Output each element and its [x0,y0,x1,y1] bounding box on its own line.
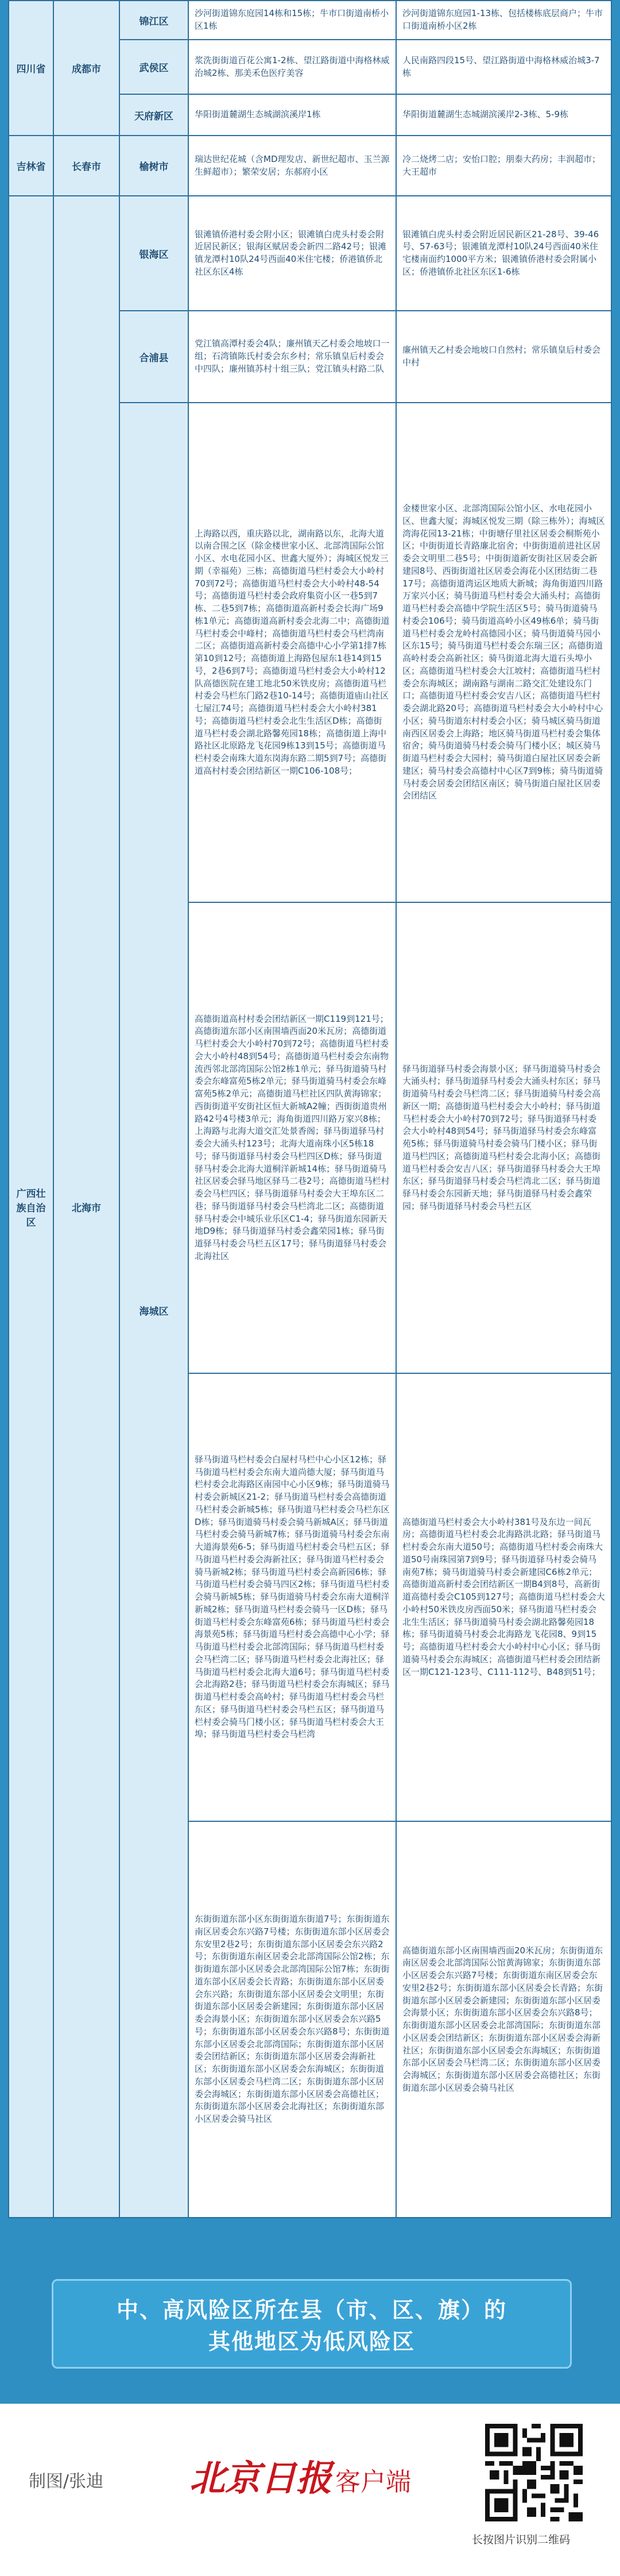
banner-line-2: 其他地区为低风险区 [208,2329,415,2354]
qr-caption: 长按图片识别二维码 [472,2533,571,2546]
district-yushu: 榆树市 [119,136,188,196]
banner-line-1: 中、高风险区所在县（市、区、旗）的 [116,2297,507,2323]
mid-risk-cell: 金楼世家小区、北部湾国际公馆小区、水电花园小区、世鑫大厦；海城区悦发三期（除三栋外）；海城区湾海花园13-21栋；中街塘仔里社区居委会桐斯苑小区；中街街道长青路廉北宿舍；中街街道前进社区居委会文明里二巷5号；中街街道新安街社区居委会新建园8号、西街街道社区居委会海花小区团结街二巷17号；高德街道湾运区地质大新城；海角街道四川路万家兴小区；骑马街道马栏村委会大涌头村；高德街道马栏村委会高德中学院生活区5号；骑马街道骑马村委会106号；骑马街道高岭小区49栋6单；骑马街道马栏村委会龙岭村高德园小区；骑马街道骑马园小区东15号；骑马街道马栏村委会东瑞三区；高德街道高岭村委会高新社区；骑马街道北海大道石头埠小区；高德街道马栏村委会大江坡村；高德街道马栏村委会东海城区；湖南路与湖南二路交汇处建设东门口；高德街道马栏村委会安吉八区；高德街道马栏村委会湖北路20号；高德街道马栏村委会大小岭村中心小区；骑马街道东村村委会小区；骑马城区骑马街道南西区居委会上海路；地区骑马街道马栏村委会集体宿舍；骑马街道骑马村委会骑马门楼小区；城区骑马街道马栏村委会大园村；骑马街道白屋社区居委会新建区；骑马村委会高德村中心区7到9栋；骑马街道骑马村委会居委会团结区南区；骑马街道白屋社区居委会团结区 [396,403,611,902]
designer-credit: 制图/张迪 [29,2471,104,2492]
qr-code-icon[interactable] [485,2424,583,2521]
district-haicheng: 海城区 [119,403,188,2218]
district-yinhai: 银海区 [119,196,188,311]
footer [0,2404,620,2576]
mid-risk-cell: 驿马街道驿马村委会海景小区；驿马街道骑马村委会大涌头村；驿马街道驿马村委会大涌头村东区；驿马街道骑马村委会马栏湾二区；驿马街道骑马村委会高新区一期；高德街道马栏村委会大小岭村；驿马街道马栏村委会大小岭村70到72号；驿马街道驿马村委会大小岭村48到54号；驿马街道驿马村委会东峰富苑5栋；驿马街道骑马村委会骑马门楼小区；驿马街道马栏四区；高德街道马栏村委会北海小区；高德街道马栏村委会安吉八区；驿马街道驿马村委会大王埠东区；驿马街道驿马村委会马栏湾北二区；驿马街道驿马村委会东园新天地；驿马街道驿马村委会鑫荣园；驿马街道驿马村委会马栏五区 [396,902,611,1373]
high-risk-cell: 浆洗街街道百花公寓1-2栋、望江路街道中海格林威治城2栋、那美禾色医疗美容 [188,40,396,94]
high-risk-cell: 高德街道高村村委会团结新区一期C119到121号；高德街道东部小区南围墙西面20米瓦房；高德街道马栏村委会大小岭村70到72号；高德街道马栏村委会大小岭村48到54号；高德街道马栏村委会东南物流西邻北部湾国际公馆2栋1单元；驿马街道骑马村委会东峰富苑5栋2单元；驿马街道骑马村委会东峰富苑5栋2单元；高德街道马栏社区四队黄海锦家；西街街道平安街社区恒大新城A2幢；西街街道贵州路42号4号楼3单元；海角街道四川路万家兴8栋；上海路与北海大道交汇处景香阁；驿马街道驿马村委会大涌头村123号；北海大道南珠小区5栋18号；驿马街道驿马村委会马栏四区D栋；驿马街道驿马村委会北海大道桐洋新城14栋；驿马街道骑马社区居委会驿马地区驿马二巷2号；高德街道马栏村委会马栏四区；驿马街道驿马村委会大王埠东区二巷；驿马街道驿马村委会马栏湾北二区；高德街道驿马村委会中城乐业乐区C1-4；驿马街道东园新天地D9栋；驿马街道驿马村委会鑫荣园1栋；驿马街道驿马村委会马栏五区17号；驿马街道驿马村委会北海社区 [188,902,396,1373]
mid-risk-cell: 高德街道马栏村委会大小岭村381号及东边一间瓦房；高德街道马栏村委会北海路洪北路；驿马街道马栏村委会东南大道50号；高德街道马栏村委会南珠大道50号南珠园第7到9号；驿马街道驿马村委会骑马南苑7栋；骑马街道骑马村委会新建园C6栋2单元；高德街道高新村委会团结新区一期B4到8号，高新街道高德村委会C105到127号；高德街道马栏村委会大小岭村50米铁皮房西面50米；驿马街道马栏村委会北生生活区；驿马街道骑马村委会湖北路馨苑园18栋；驿马街道骑马村委会北海路龙飞花园8、9到15号；高德街道马栏村委会大小岭村中心小区；驿马街道骑马村委会东海城区；高德街道马栏村委会团结新区一期C121-123号、C111-112号、B48到51号； [396,1373,611,1821]
city-chengdu: 成都市 [53,1,119,136]
high-risk-cell: 东街街道东部小区东街街道东街道7号；东街街道东南区居委会东兴路7号楼；东街街道东部小区居委会东安里2巷2号；东街街道东部小区居委会东兴路2号；东街街道东南区居委会北部湾国际公馆2栋；东街街道东部小区居委会北部湾国际公馆7栋；东街街道东部小区居委会长青路；东街街道东部小区居委会东兴路；东街街道东部小区居委会文明里；东街街道东部小区居委会新建园；东街街道东部小区居委会海景小区；东街街道东部小区居委会东兴路5号；东街街道东部小区居委会东兴路8号；东街街道东部小区居委会北部湾国际；东街街道东部小区居委会团结新区；东街街道东部小区居委会海新社区；东街街道东部小区居委会东海城区；东街街道东部小区居委会马栏湾二区；东街街道东部小区居委会海城区；东街街道东部小区居委会高德社区；东街街道东部小区居委会北海社区；东街街道东部小区居委会骑马社区 [188,1821,396,2218]
high-risk-cell: 瑞达世纪花城（含MD理发店、新世纪超市、玉兰源生鲜超市）；繁荣安居；东郝府小区 [188,136,396,196]
high-risk-cell: 沙河街道锦东庭园14栋和15栋；牛市口街道南桥小区1栋 [188,1,396,40]
logo-name: 北京日报 [189,2457,332,2499]
province-jilin: 吉林省 [9,136,53,196]
province-guangxi: 广西壮族自治区 [9,196,53,2218]
high-risk-cell: 上海路以西，重庆路以北，湖南路以东，北海大道以南合围之区（除金楼世家小区、北部湾国际公馆小区、水电花园小区、世鑫大厦外）；海城区悦发三期（幸福苑）三栋；高德街道马栏村委会大小岭村70到72号；高德街道马栏村委会大小岭村48-54号；高德街道马栏村委会政府集资小区一巷5到7栋、二巷5到7栋；高德街道高新村委会长海广场9栋1单元；高德街道高新村委会北海二中；高德街道马栏村委会中峰村；高德街道马栏村委会马栏湾南二区；高德街道高新村委会高德中心小学第1排7栋第10到12号；高德街道上海路包屋东1巷14到15号，2巷6到7号；高德街道马栏村委会大小岭村12队高德医院在建工地北50米铁皮房；高德街道马栏村委会马栏东门路2巷10-14号；高德街道庙山社区七屋江74号；高德街道马栏村委会大小岭村381号；高德街道马栏村委会北生生活区D栋；高德街道马栏村委会湖北路馨苑园18栋；高德街道上海中路社区北原路龙飞花园9栋13到15号；高德街道马栏村委会南珠大道东岗海东路二期5到7号；高德街道高村村委会团结新区一期C106-108号； [188,403,396,902]
mid-risk-cell: 廉州镇天乙村委会地坡口自然村；常乐镇皇后村委会中村 [396,311,611,403]
high-risk-cell: 银滩镇侨港村委会附小区；银滩镇白虎头村委会附近居民新区；银海区赋居委会新四二路42号；银滩镇龙潭村10队24号西面40米住宅楼；侨港镇侨北社区东区4栋 [188,196,396,311]
logo-suffix: 客户端 [335,2467,412,2497]
high-risk-cell: 党江镇高潭村委会4队；廉州镇天乙村委会地坡口一组；石湾镇陈氏村委会东乡村；常乐镇皇后村委会中四队；廉州镇苏村十组三队；党江镇头村路二队 [188,311,396,403]
mid-risk-cell: 人民南路四段15号、望江路街道中海格林威治城3-7栋 [396,40,611,94]
city-changchun: 长春市 [53,136,119,196]
district-tianfu: 天府新区 [119,94,188,136]
mid-risk-cell: 高德街道东部小区南围墙西面20米瓦房；东街街道东南区居委会北部湾国际公馆黄海锦家；东街街道东部小区居委会东兴路7号楼；东街街道东南区居委会东安里2巷2号；东街街道东部小区居委会长青路；东街街道东部小区居委会新建园；东街街道东部小区居委会海景小区；东街街道东部小区居委会东兴路8号；东街街道东部小区居委会北部湾国际；东街街道东部小区居委会团结新区；东街街道东部小区居委会海新社区；东街街道东部小区居委会东海城区；东街街道东部小区居委会马栏湾二区；东街街道东部小区居委会海城区；东街街道东部小区居委会高德社区；东街街道东部小区居委会骑马社区 [396,1821,611,2218]
risk-area-table [8,0,612,2218]
district-hepu: 合浦县 [119,311,188,403]
district-wuhou: 武侯区 [119,40,188,94]
low-risk-notice-banner [52,2279,572,2369]
city-beihai: 北海市 [53,196,119,2218]
beijing-daily-logo [189,2450,411,2501]
mid-risk-cell: 银滩镇白虎头村委会附近居民新区21-28号、39-46号、57-63号；银滩镇龙潭村10队24号西面40米住宅楼南面约1000平方米；银滩镇侨港村委会附属小区；侨港镇侨北社区东区1-6栋 [396,196,611,311]
high-risk-cell: 华阳街道麓湖生态城湖滨溪岸1栋 [188,94,396,136]
mid-risk-cell: 冷二烧烤二店；安怡口腔；朋泰大药房；丰润超市；大王超市 [396,136,611,196]
province-sichuan: 四川省 [9,1,53,136]
mid-risk-cell: 华阳街道麓湖生态城湖滨溪岸2-3栋、5-9栋 [396,94,611,136]
high-risk-cell: 驿马街道马栏村委会白屋村马栏中心小区12栋；驿马街道马栏村委会东南大道尚德大厦；驿马街道马栏村委会北海路区南园中心小区9栋；驿马街道骑马村委会新城区21-2；驿马街道马栏村委会高德街道马栏村委会新城5栋；驿马街道马栏村委会马栏东区D栋；驿马街道骑马村委会骑马新城A区；驿马街道马栏村委会骑马新城7栋；驿马街道骑马村委会东南大道海景苑6-5；驿马街道马栏村委会马栏五区；驿马街道马栏村委会海新社区；驿马街道马栏村委会骑马新城2栋；驿马街道马栏村委会高新园6栋；驿马街道马栏村委会骑马四区2栋；驿马街道马栏村委会骑马新城5栋；驿马街道骑马村委会东南大道桐洋新城2栋；驿马街道马栏村委会骑马一区D栋；驿马街道马栏村委会东峰富苑6栋；驿马街道马栏村委会海景苑5栋；驿马街道马栏村委会高德中心小学；驿马街道马栏村委会北部湾国际；驿马街道马栏村委会马栏湾二区；驿马街道马栏村委会北海社区；驿马街道马栏村委会北海大道6号；驿马街道马栏村委会北海路2巷；驿马街道马栏村委会东海城区；驿马街道马栏村委会高岭村；驿马街道马栏村委会马栏东区；驿马街道马栏村委会马栏五区；驿马街道马栏村委会骑马门楼小区；驿马街道马栏村委会大王埠；驿马街道马栏村委会马栏湾 [188,1373,396,1821]
mid-risk-cell: 沙河街道锦东庭园1-13栋、包括楼栋底层商户；牛市口街道南桥小区2栋 [396,1,611,40]
district-jinjiang: 锦江区 [119,1,188,40]
